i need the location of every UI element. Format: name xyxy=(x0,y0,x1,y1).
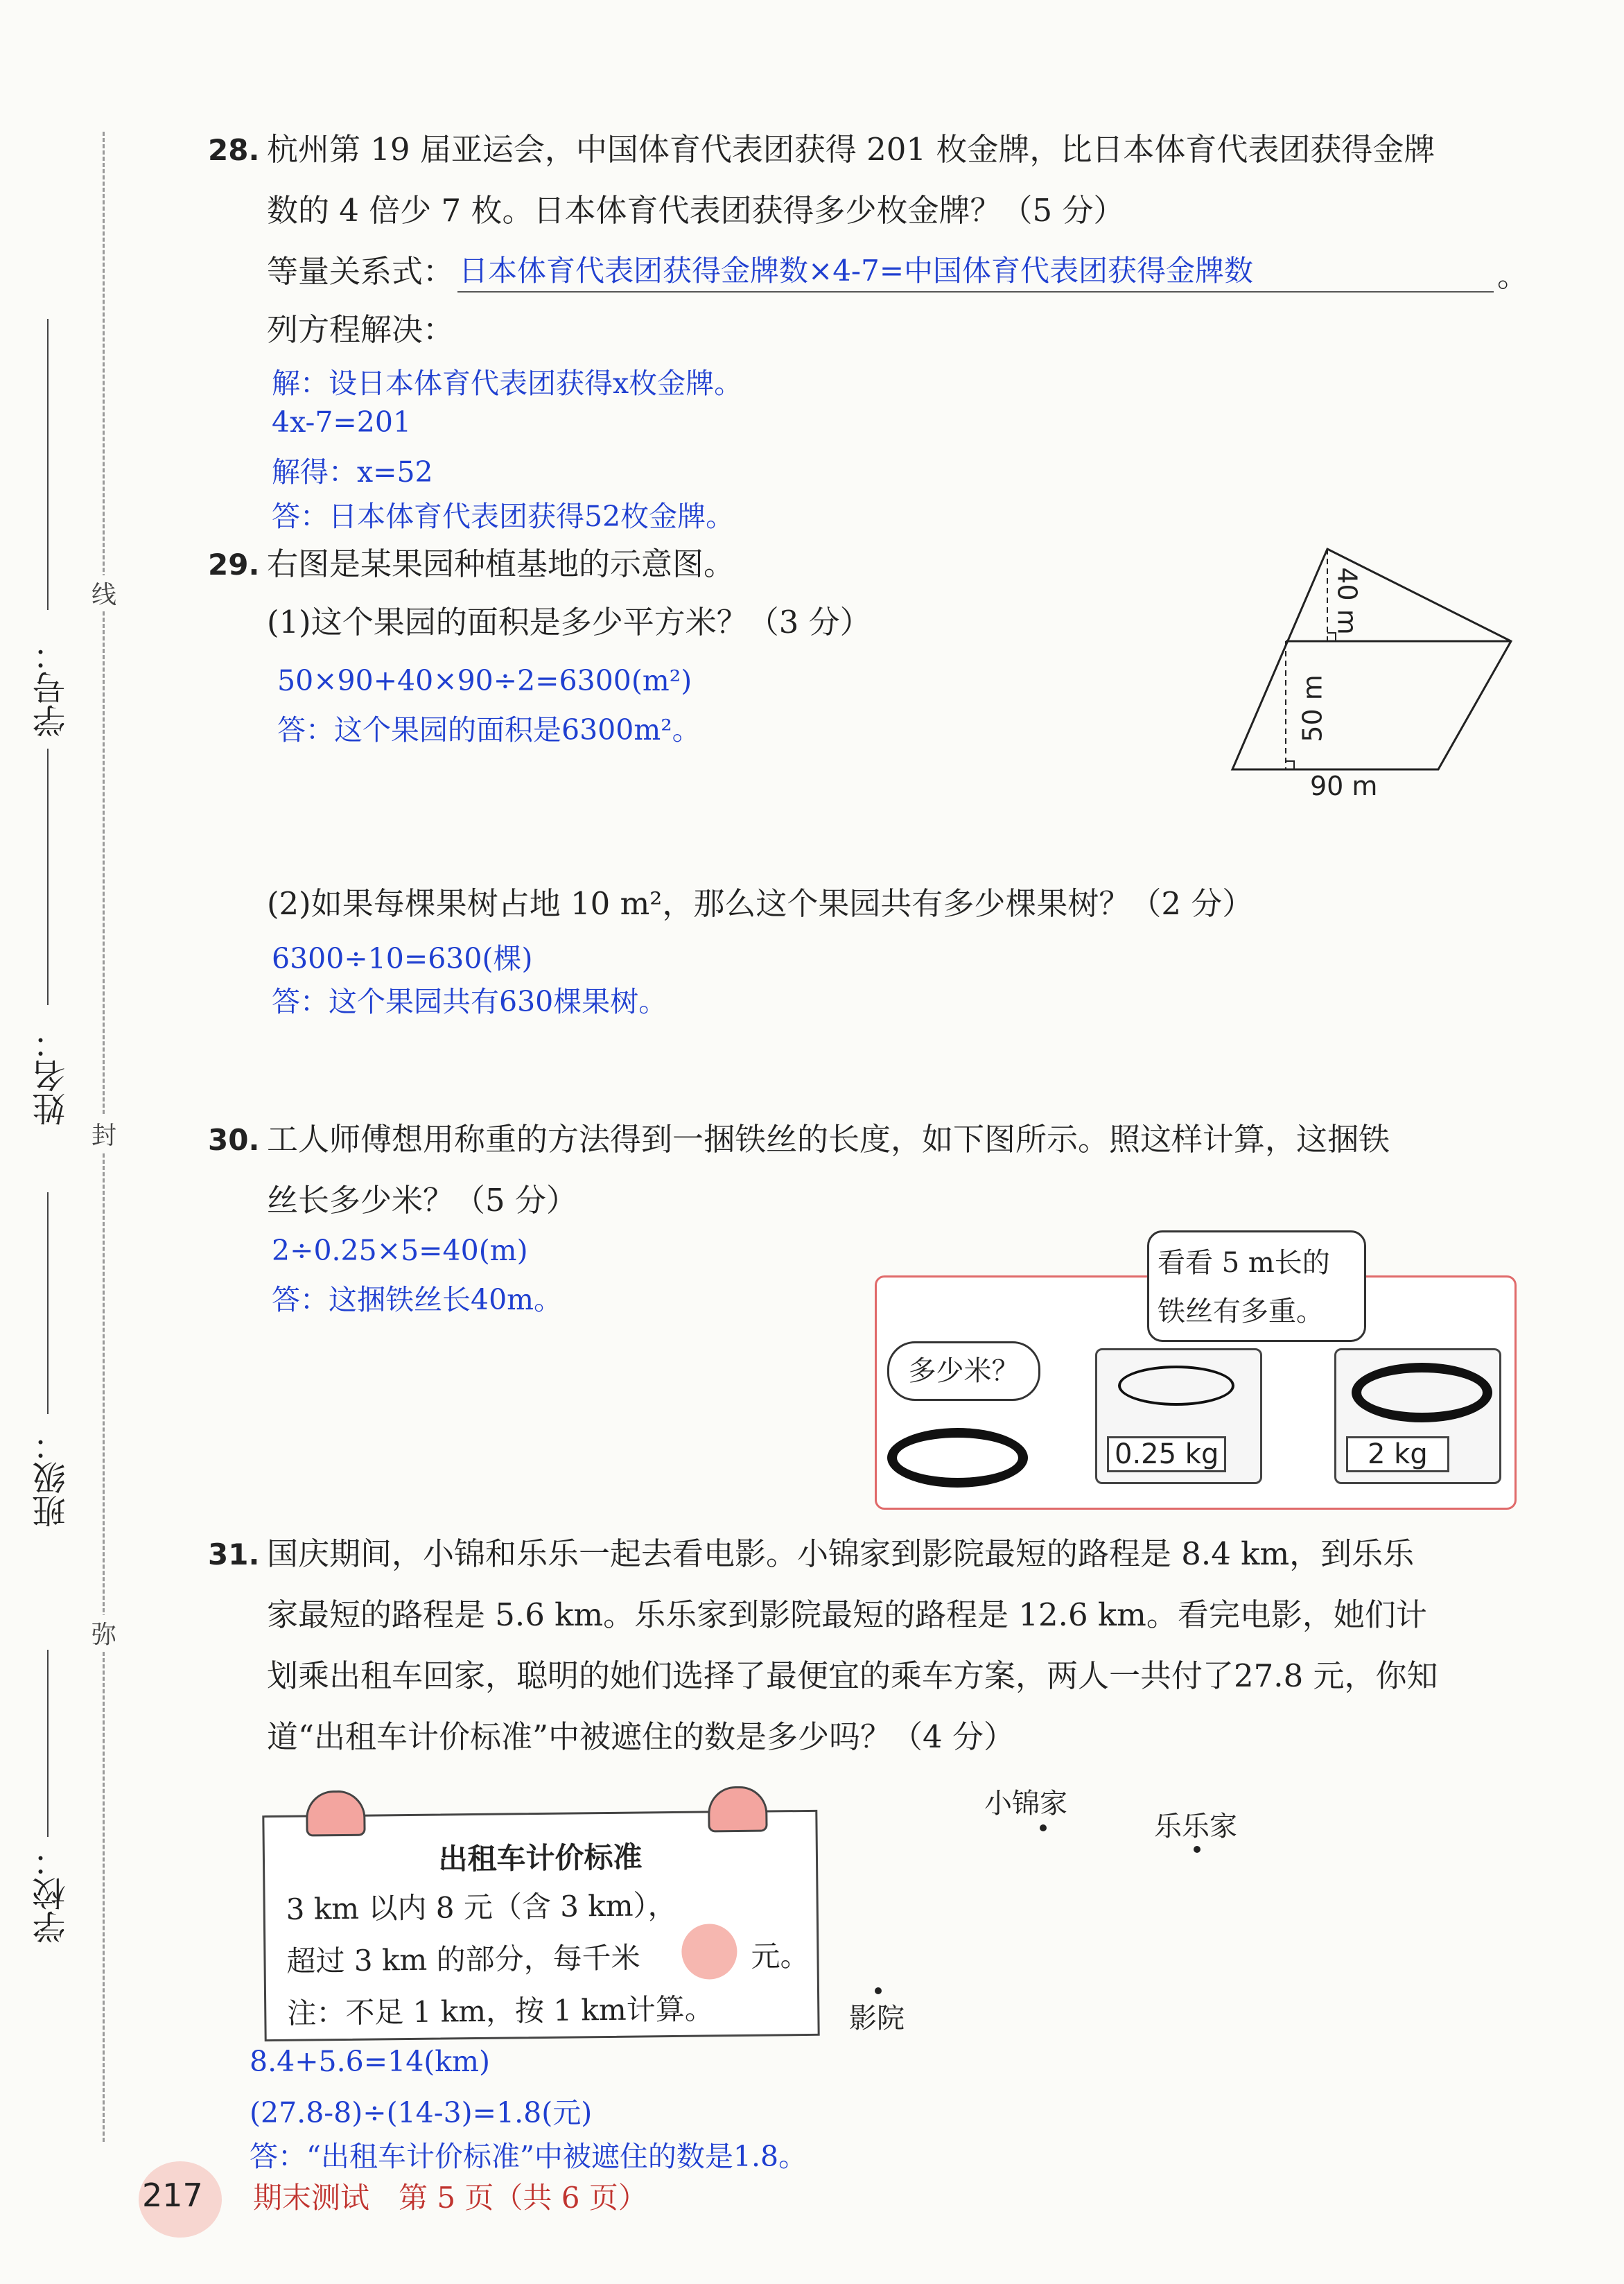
wire-coil-large xyxy=(1352,1363,1492,1422)
wire-coil-small xyxy=(1118,1366,1234,1406)
class-field[interactable] xyxy=(47,1192,49,1414)
label-40m: 40 m xyxy=(1331,567,1363,635)
cut-mark-mi: 弥 xyxy=(91,1615,116,1650)
scale-2-display: 2 kg xyxy=(1346,1436,1449,1472)
q28-answer-4: 答：日本体育代表团获得52枚金牌。 xyxy=(272,500,735,533)
card-line-2a: 超过 3 km 的部分，每千米 xyxy=(286,1940,640,1978)
bubble-top-line-1: 看看 5 m长的 xyxy=(1158,1247,1330,1279)
name-label: 姓名： xyxy=(33,1026,71,1126)
q28-answer-2: 4x-7=201 xyxy=(272,406,412,439)
school-field[interactable] xyxy=(47,1650,49,1837)
scale-2 xyxy=(1334,1348,1501,1484)
scale-1 xyxy=(1095,1348,1262,1484)
q30-answer-1: 2÷0.25×5=40(m) xyxy=(272,1234,528,1267)
number-label: 学号： xyxy=(33,638,71,738)
bubble-top-line-2: 铁丝有多重。 xyxy=(1158,1296,1324,1327)
q29-sub-2: (2)如果每棵果树占地 10 m²，那么这个果园共有多少棵果树？（2 分） xyxy=(267,885,1254,922)
page-number: 217 xyxy=(142,2177,203,2214)
q30-number: 30. xyxy=(208,1123,260,1157)
thought-bubble-left: 多少米？ xyxy=(887,1341,1040,1401)
q29-text-1: 右图是某果园种植基地的示意图。 xyxy=(267,546,735,582)
q28-method: 列方程解决： xyxy=(267,311,455,348)
q30-text-1: 工人师傅想用称重的方法得到一捆铁丝的长度，如下图所示。照这样计算，这捆铁 xyxy=(267,1121,1390,1158)
hidden-number-blot xyxy=(681,1924,737,1980)
q28-relation-answer: 日本体育代表团获得金牌数×4-7=中国体育代表团获得金牌数 xyxy=(459,254,1254,288)
q29-answer-3: 6300÷10=630(棵) xyxy=(272,942,533,975)
q30-text-2: 丝长多少米？（5 分） xyxy=(267,1182,577,1219)
q29-sub-1: (1)这个果园的面积是多少平方米？（3 分） xyxy=(267,604,871,640)
card-line-2b: 元。 xyxy=(751,1938,810,1973)
q28-number: 28. xyxy=(208,133,260,167)
q29-number: 29. xyxy=(208,548,260,582)
wire-coil-ground xyxy=(887,1428,1028,1488)
class-label: 班级： xyxy=(33,1428,71,1528)
place-lele-home: 乐乐家 xyxy=(1154,1811,1237,1842)
q31-text-1: 国庆期间，小锦和乐乐一起去看电影。小锦家到影院最短的路程是 8.4 km，到乐乐 xyxy=(267,1535,1415,1572)
q29-answer-4: 答：这个果园共有630棵果树。 xyxy=(272,985,667,1018)
cut-mark-xian: 线 xyxy=(91,575,116,611)
q31-answer-1: 8.4+5.6=14(km) xyxy=(250,2045,490,2078)
school-label: 学校： xyxy=(33,1844,71,1944)
q31-answer-2: (27.8-8)÷(14-3)=1.8(元) xyxy=(250,2096,593,2129)
card-title: 出租车计价标准 xyxy=(438,1840,643,1876)
q28-relation-field[interactable] xyxy=(457,291,1494,293)
q31-number: 31. xyxy=(208,1537,260,1571)
orchard-shape xyxy=(1232,549,1511,769)
clip-right-icon xyxy=(708,1786,768,1833)
q28-text-2: 数的 4 倍少 7 枚。日本体育代表团获得多少枚金牌？（5 分） xyxy=(267,192,1125,229)
q29-answer-1: 50×90+40×90÷2=6300(m²) xyxy=(277,664,692,697)
name-field[interactable] xyxy=(47,749,49,1005)
dot-xiaojin-home xyxy=(1040,1824,1047,1831)
taxi-fare-card xyxy=(262,1810,819,2041)
dot-cinema xyxy=(875,1987,882,1994)
q29-answer-2: 答：这个果园的面积是6300m²。 xyxy=(277,713,701,747)
scale-1-display: 0.25 kg xyxy=(1107,1436,1226,1472)
q28-text-1: 杭州第 19 届亚运会，中国体育代表团获得 201 枚金牌，比日本体育代表团获得金牌 xyxy=(267,131,1435,168)
q28-answer-1: 解：设日本体育代表团获得x枚金牌。 xyxy=(272,367,743,400)
footer-text: 期末测试 第 5 页（共 6 页） xyxy=(253,2181,647,2215)
right-angle-mark-2 xyxy=(1286,761,1294,769)
card-line-1: 3 km 以内 8 元（含 3 km）， xyxy=(286,1888,677,1926)
q28-relation-label: 等量关系式： xyxy=(267,253,455,290)
place-xiaojin-home: 小锦家 xyxy=(984,1788,1067,1820)
q28-relation-end: 。 xyxy=(1497,257,1529,294)
q31-text-2: 家最短的路程是 5.6 km。乐乐家到影院最短的路程是 12.6 km。看完电影，她们计 xyxy=(267,1596,1427,1633)
place-cinema: 影院 xyxy=(849,2003,905,2034)
q31-answer-3: 答：“出租车计价标准”中被遮住的数是1.8。 xyxy=(250,2140,807,2173)
number-field[interactable] xyxy=(47,319,49,610)
speech-bubble-top xyxy=(1147,1230,1366,1342)
label-50m: 50 m xyxy=(1297,674,1328,742)
q28-answer-3: 解得：x=52 xyxy=(272,455,433,489)
clip-left-icon xyxy=(306,1790,366,1837)
dot-lele-home xyxy=(1194,1846,1200,1853)
card-line-3: 注：不足 1 km，按 1 km计算。 xyxy=(287,1991,714,2030)
q31-text-4: 道“出租车计价标准”中被遮住的数是多少吗？（4 分） xyxy=(267,1718,1015,1755)
cut-mark-feng: 封 xyxy=(91,1116,116,1151)
q30-answer-2: 答：这捆铁丝长40m。 xyxy=(272,1283,563,1316)
q31-text-3: 划乘出租车回家，聪明的她们选择了最便宜的乘车方案，两人一共付了27.8 元，你知 xyxy=(267,1657,1438,1694)
label-90m: 90 m xyxy=(1310,771,1378,801)
